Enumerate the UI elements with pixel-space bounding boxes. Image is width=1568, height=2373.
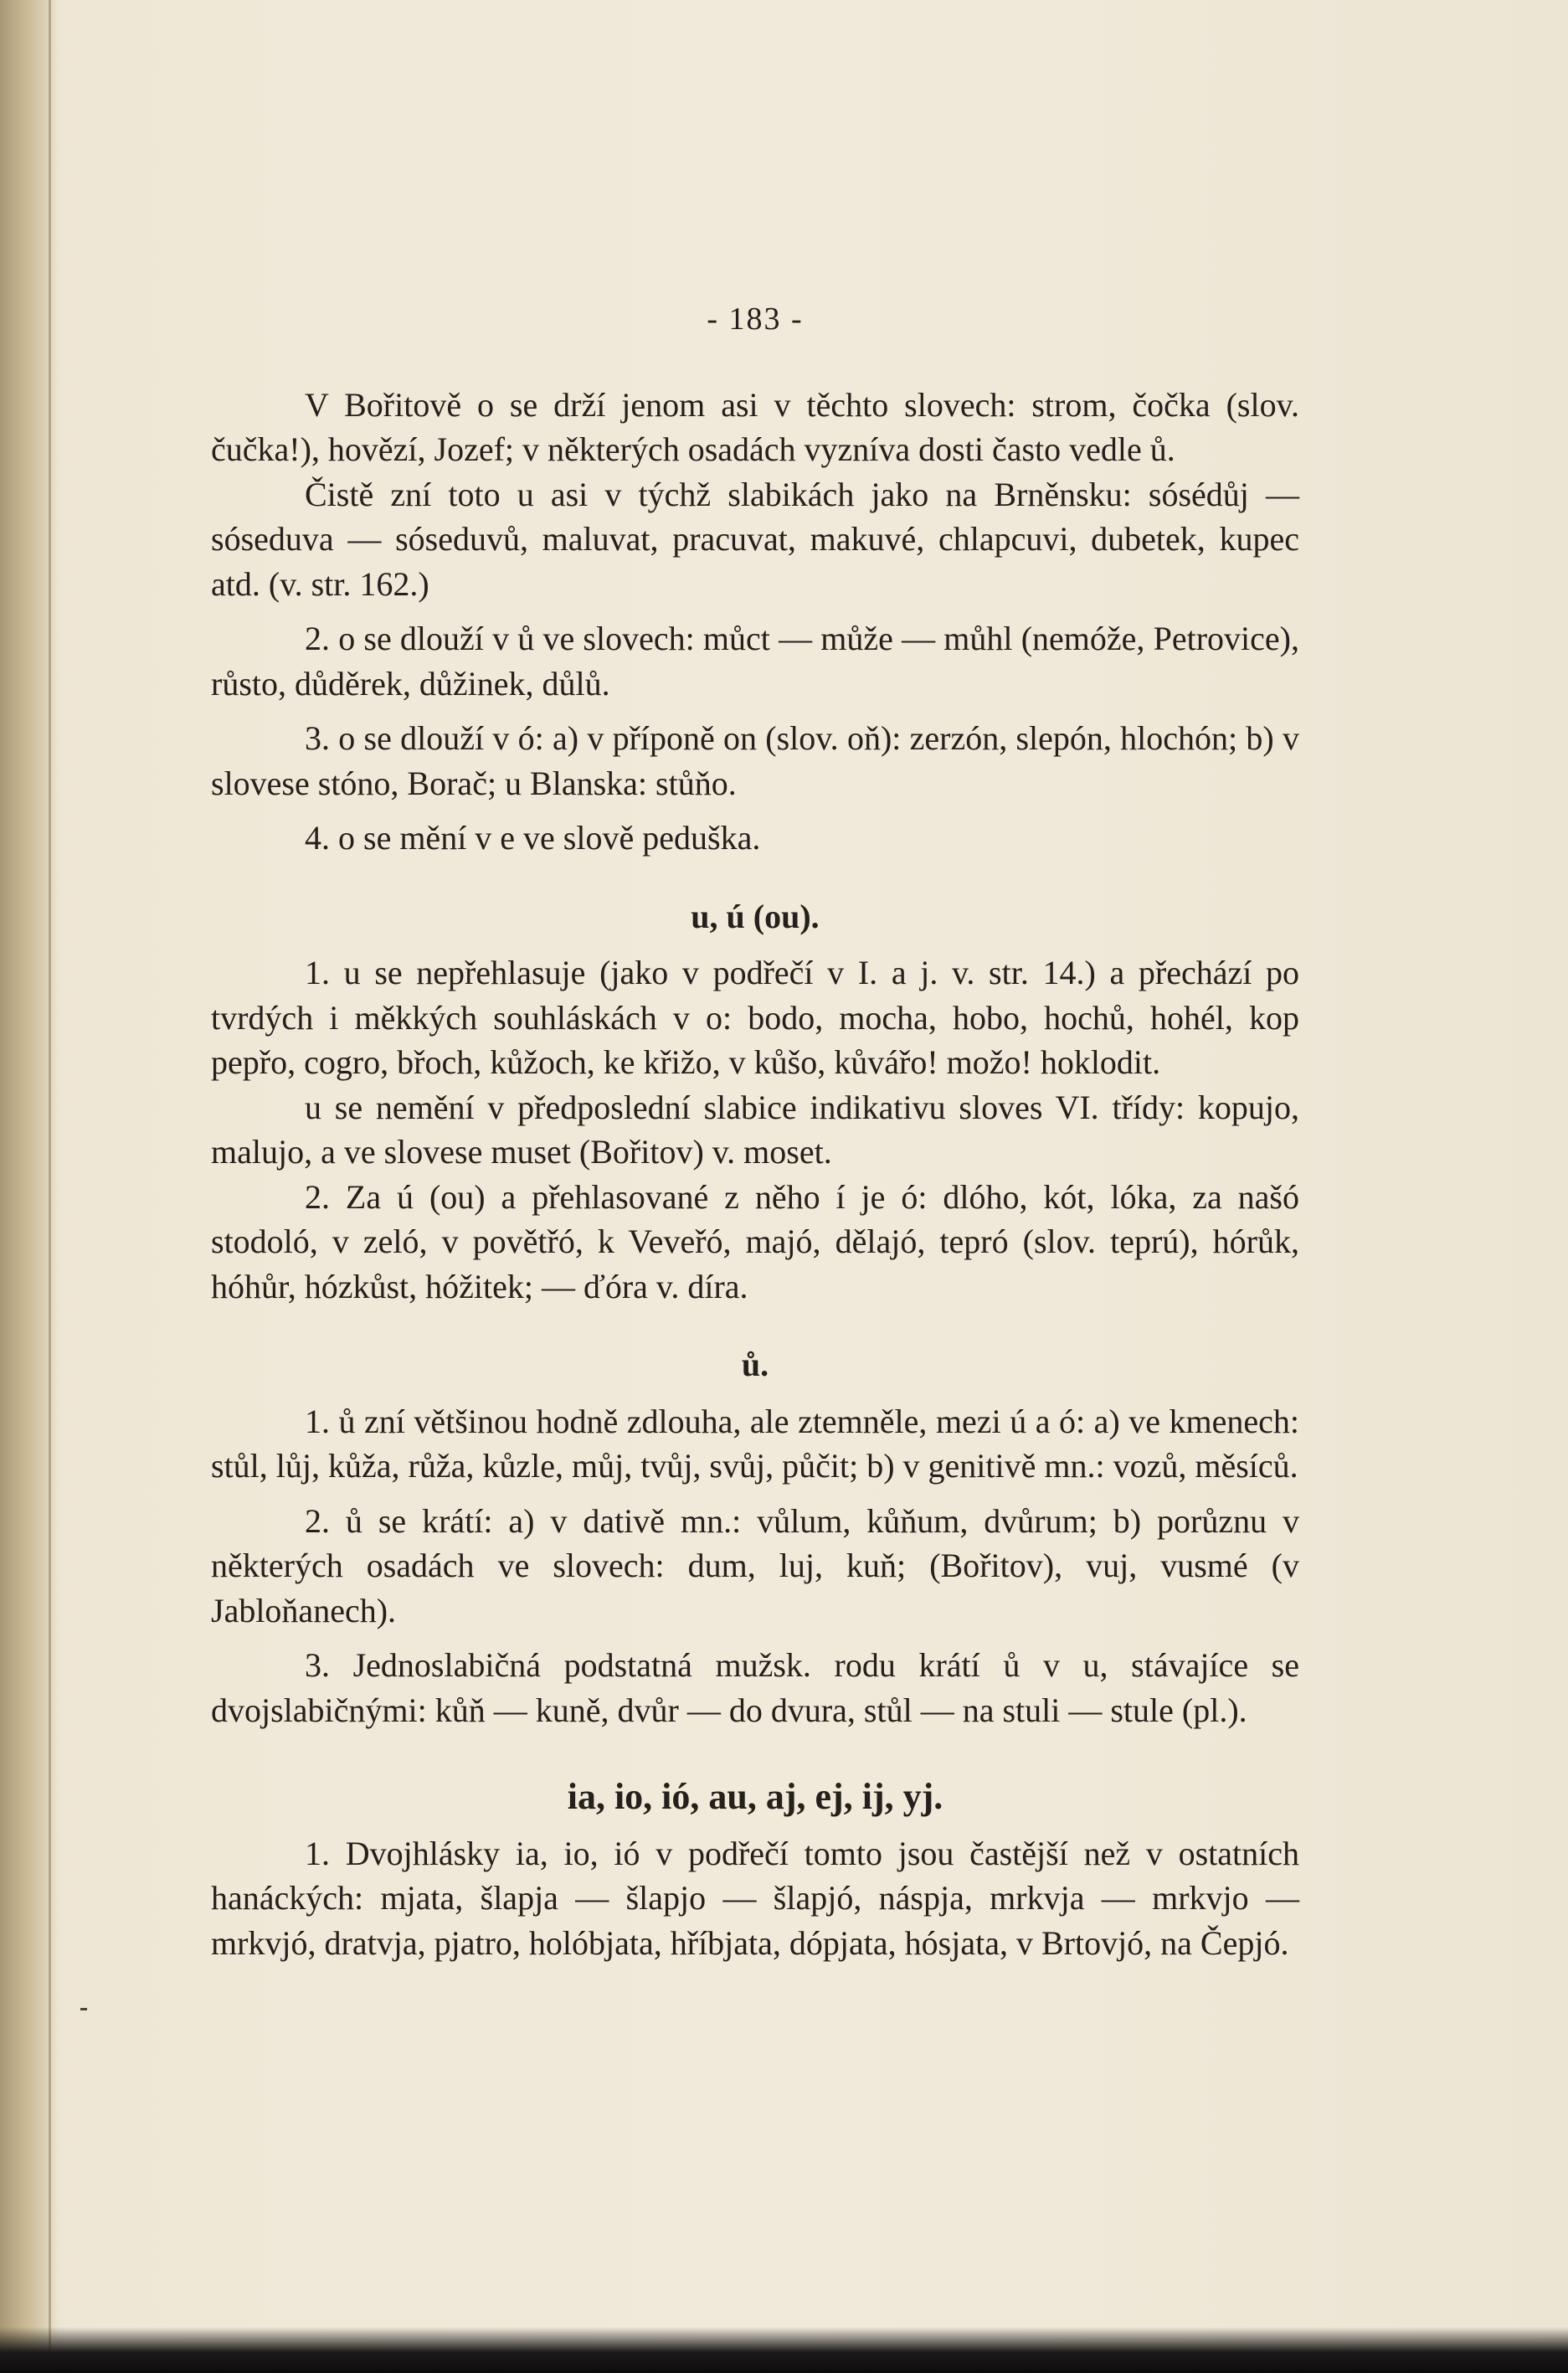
- page-number: - 183 -: [707, 301, 804, 337]
- section-heading-u-ring: ů.: [741, 1346, 769, 1383]
- paragraph-12: 1. Dvojhlásky ia, io, ió v podřečí tomto jsou častější než v ostatních hanáckých: mjata, šlapja — šlapjo — šlapjó, náspja, mrkvja — mrkvjo — mrkvjó, dratvja, pjatro, holóbjata, hříbjata, dópjata, hósjata, v Brtovjó, na Čepjó.: [211, 1834, 1299, 1962]
- paragraph-6: 1. u se nepřehlasuje (jako v podřečí v I. a j. v. str. 14.) a přechází po tvrdých i měkkých souhláskách v o: bodo, mocha, hobo, hochů, hohél, kop pepřo, cogro, břoch, kůžoch, ke křižo, v kůšo, kůvářo! možo! hoklodit.: [211, 954, 1299, 1081]
- paragraph-5: 4. o se mění v e ve slově peduška.: [305, 819, 761, 857]
- paragraph-7: u se nemění v předposlední slabice indikativu sloves VI. třídy: kopujo, malujo, a ve slovese muset (Bořitov) v. moset.: [211, 1088, 1299, 1171]
- paragraph-9: 1. ů zní většinou hodně zdlouha, ale ztemněle, mezi ú a ó: a) ve kmenech: stůl, lůj, kůža, růža, kůzle, můj, tvůj, svůj, půčit; b) v genitivě mn.: vozů, měsíců.: [211, 1402, 1299, 1485]
- paragraph-10: 2. ů se krátí: a) v dativě mn.: vůlum, kůňum, dvůrum; b) porůznu v některých osadách ve slovech: dum, luj, kuň; (Bořitov), vuj, vusmé (v Jabloňanech).: [211, 1501, 1299, 1629]
- page-text: [211, 297, 1299, 1965]
- margin-mark: [80, 2008, 87, 2010]
- paragraph-1: V Bořitově o se drží jenom asi v těchto slovech: strom, čočka (slov. čučka!), hovězí, Jozef; v některých osadách vyzníva dosti často vedle ů.: [211, 385, 1299, 468]
- paragraph-11: 3. Jednoslabičná podstatná mužsk. rodu krátí ů v u, stávajíce se dvojslabičnými: kůň — kuně, dvůr — do dvura, stůl — na stuli — stule (pl.).: [211, 1646, 1299, 1729]
- page-bottom-shadow: [0, 2327, 1568, 2373]
- gutter-fold-line: [49, 0, 51, 2373]
- paragraph-8: 2. Za ú (ou) a přehlasované z něho í je ó: dlóho, kót, lóka, za našó stodoló, v zeló, v povětřó, k Veveřó, majó, dělajó, tepró (slov. teprú), hórůk, hóhůr, hózkůst, hóžitek; — ďóra v. díra.: [211, 1177, 1299, 1305]
- paragraph-3: 2. o se dlouží v ů ve slovech: můct — může — můhl (nemóže, Petrovice), růsto, důděrek, důžinek, důlů.: [211, 620, 1299, 703]
- section-heading-diphthongs: ia, io, ió, au, aj, ej, ij, yj.: [567, 1776, 943, 1817]
- section-heading-u: u, ú (ou).: [691, 897, 820, 935]
- paragraph-4: 3. o se dlouží v ó: a) v příponě on (slov. oň): zerzón, slepón, hlochón; b) v slovese stóno, Borač; u Blanska: stůňo.: [211, 719, 1299, 802]
- paragraph-2: Čistě zní toto u asi v týchž slabikách jako na Brněnsku: sósédůj — sóseduva — sóseduvů, maluvat, pracuvat, makuvé, chlapcuvi, dubetek, kupec atd. (v. str. 162.): [211, 475, 1299, 603]
